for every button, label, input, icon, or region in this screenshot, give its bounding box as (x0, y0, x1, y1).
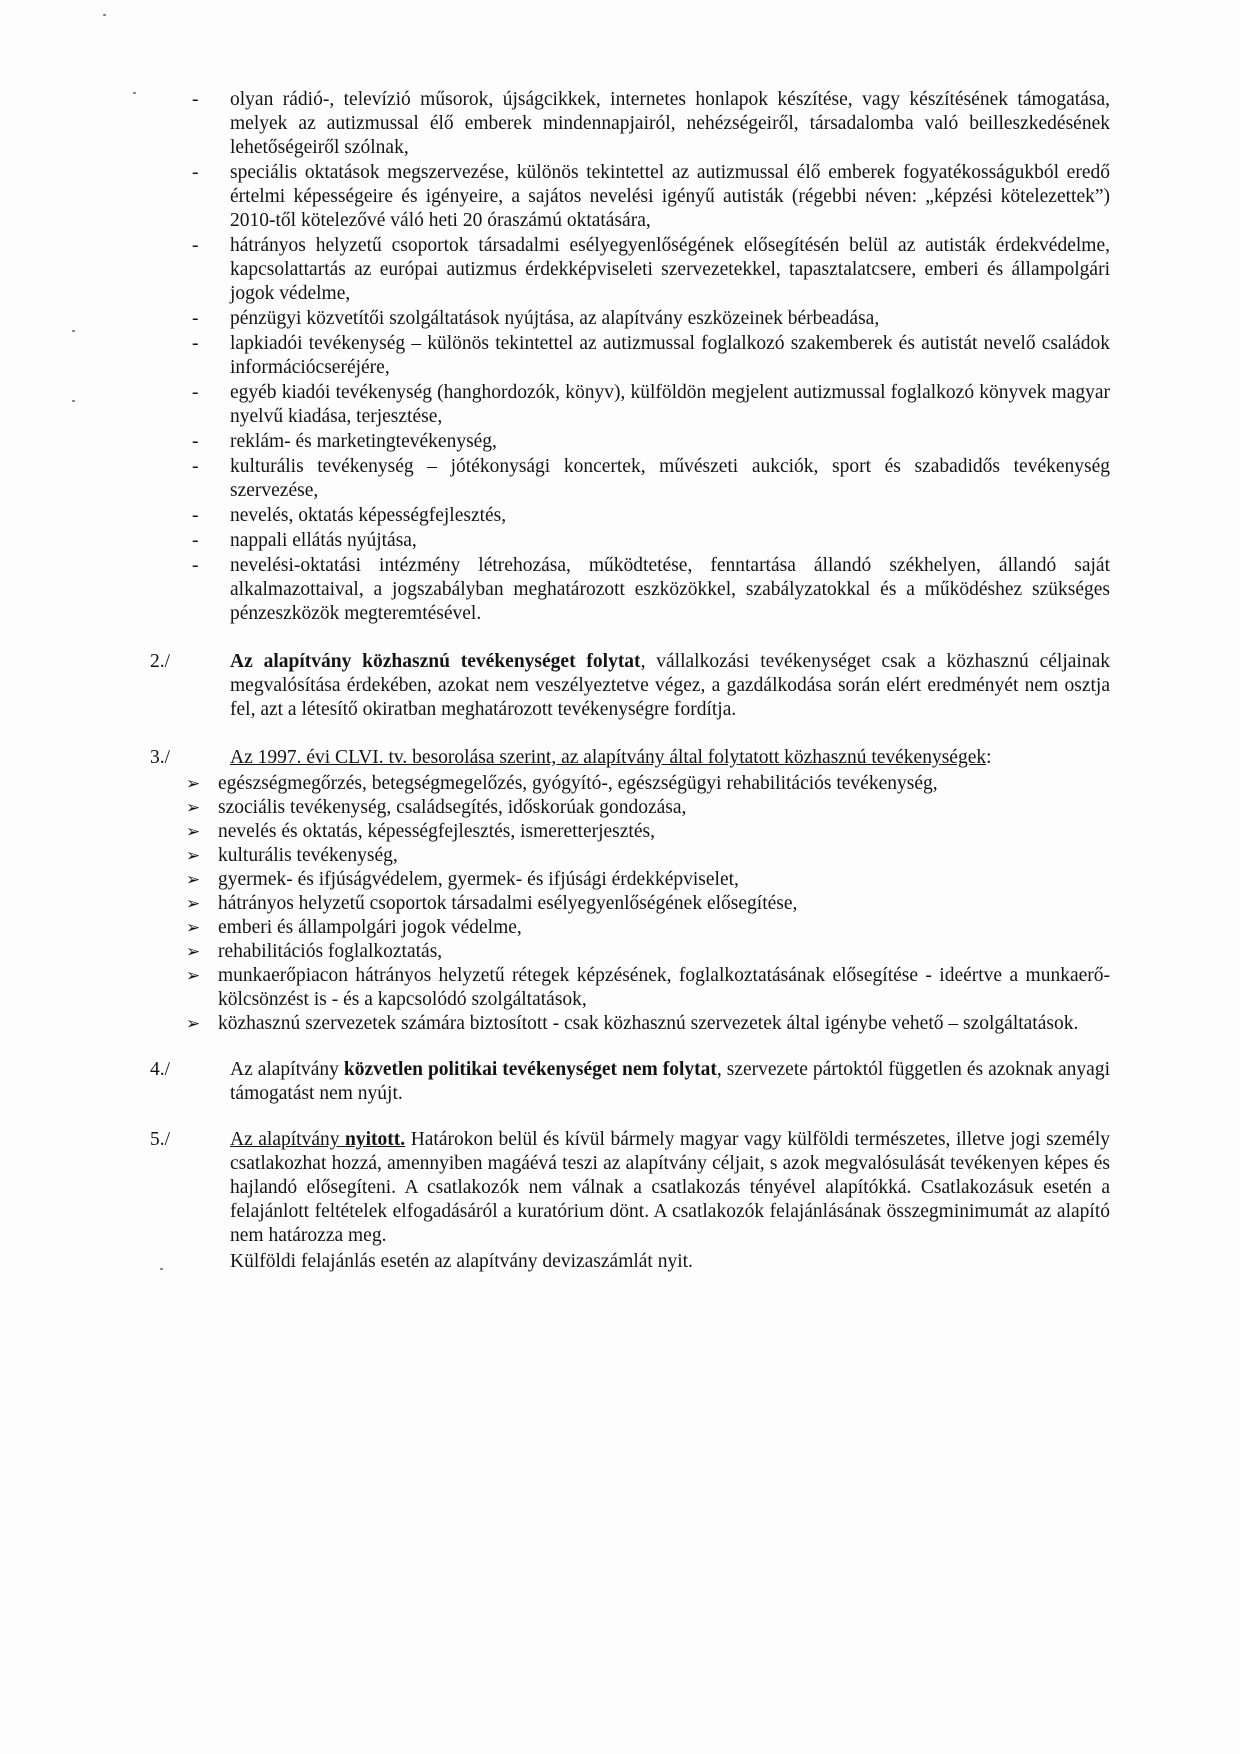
public-benefit-activity-list (150, 772, 1110, 1036)
scan-speck (72, 330, 75, 332)
list-item-text: gyermek- és ifjúságvédelem, gyermek- és ifjúsági érdekképviselet, (218, 869, 739, 890)
list-item-text: nevelés, oktatás képességfejlesztés, (230, 505, 507, 526)
scan-speck (72, 400, 75, 402)
list-item (150, 529, 1110, 553)
list-item (150, 844, 1110, 868)
scan-speck (103, 14, 106, 16)
list-item-text: egészségmegőrzés, betegségmegelőzés, gyógyító-, egészségügyi rehabilitációs tevékenység, (218, 773, 938, 794)
list-item (150, 916, 1110, 940)
arrow-bullet-icon: ➢ (186, 798, 201, 818)
arrow-bullet-icon: ➢ (186, 822, 201, 842)
section-5-closing: Külföldi felajánlás esetén az alapítvány devizaszámlát nyit. (230, 1251, 693, 1272)
arrow-bullet-icon: ➢ (186, 966, 201, 986)
section-5 (150, 1128, 1110, 1274)
section-number: 2./ (150, 651, 171, 672)
arrow-bullet-icon: ➢ (186, 894, 201, 914)
list-item-text: egyéb kiadói tevékenység (hanghordozók, könyv), külföldön megjelent autizmussal foglalkozó könyvek magyar nyelvű kiadása, terjesztése, (230, 382, 1110, 427)
list-item-text: munkaerőpiacon hátrányos helyzetű rétegek képzésének, foglalkoztatásának elősegítése - ideértve a munkaerő-kölcsönzést is - és a kapcsolódó szolgáltatások, (218, 965, 1110, 1010)
list-item-text: kulturális tevékenység, (218, 845, 398, 866)
list-item-text: speciális oktatások megszervezése, különös tekintettel az autizmussal élő emberek fogyatékosságukból eredő értelmi képességeire és igényeire, a sajátos nevelési igényű autisták (régebbi néven: „képzési kötelezettek”) 2010-től kötelezővé váló heti 20 óraszámú oktatására, (230, 162, 1110, 231)
arrow-bullet-icon: ➢ (186, 870, 201, 890)
list-item (150, 892, 1110, 916)
list-item-text: nappali ellátás nyújtása, (230, 530, 417, 551)
activity-dash-list (150, 88, 1110, 626)
list-item-text: nevelés és oktatás, képességfejlesztés, ismeretterjesztés, (218, 821, 655, 842)
dash-bullet: - (192, 333, 199, 354)
section-4-text: , szervezete pártoktól független és azoknak anyagi támogatást nem nyújt. (230, 1059, 1110, 1104)
list-item (150, 307, 1110, 331)
list-item (150, 455, 1110, 503)
dash-bullet: - (192, 530, 199, 551)
section-4-bold-statement: közvetlen politikai tevékenységet nem folytat (343, 1059, 717, 1080)
list-item (150, 504, 1110, 528)
section-number: 4./ (150, 1059, 171, 1080)
section-number: 5./ (150, 1129, 171, 1150)
dash-bullet: - (192, 235, 199, 256)
section-4-pre: Az alapítvány (230, 1059, 344, 1080)
list-item (150, 772, 1110, 796)
list-item-text: szociális tevékenység, családsegítés, időskorúak gondozása, (218, 797, 687, 818)
section-5-text: Határokon belül és kívül bármely magyar vagy külföldi természetes, illetve jogi személy csatlakozhat hozzá, amennyiben magáévá teszi az alapítvány céljait, s azok megvalósulását tevékenyen képes és hajlandó elősegíteni. A csatlakozók nem válnak a csatlakozás tényével alapítókká. Csatlakozásuk esetén a felajánlott feltételek elfogadásáról a kuratórium dönt. A csatlakozók felajánlásának összegminimumát az alapító nem határozza meg. (230, 1129, 1110, 1246)
document-body (150, 88, 1110, 1274)
section-2-text: , vállalkozási tevékenységet csak a közhasznú céljainak megvalósítása érdekében, azokat nem veszélyeztetve végez, a gazdálkodása során elért eredményét nem osztja fel, azt a létesítő okiratban meghatározott tevékenységre fordítja. (230, 651, 1110, 720)
section-number: 3./ (150, 747, 171, 768)
section-3-heading: Az 1997. évi CLVI. tv. besorolása szerint, az alapítvány által folytatott közhasznú tevékenységek (230, 747, 987, 768)
scan-speck (133, 92, 136, 94)
list-item (150, 820, 1110, 844)
list-item-text: rehabilitációs foglalkoztatás, (218, 941, 443, 962)
section-3 (150, 746, 1110, 770)
list-item (150, 554, 1110, 626)
list-item-text: olyan rádió-, televízió műsorok, újságcikkek, internetes honlapok készítése, vagy készítésének támogatása, melyek az autizmussal élő emberek mindennapjairól, nehézségeiről, társadalomba való beilleszkedésének lehetőségeiről szólnak, (230, 89, 1110, 158)
list-item (150, 1012, 1110, 1036)
list-item (150, 940, 1110, 964)
arrow-bullet-icon: ➢ (186, 846, 201, 866)
list-item-text: kulturális tevékenység – jótékonysági koncertek, művészeti aukciók, sport és szabadidős tevékenység szervezése, (230, 456, 1110, 501)
dash-bullet: - (192, 505, 199, 526)
section-3-heading-colon: : (986, 747, 992, 768)
list-item-text: pénzügyi közvetítői szolgáltatások nyújtása, az alapítvány eszközeinek bérbeadása, (230, 308, 880, 329)
dash-bullet: - (192, 456, 199, 477)
dash-bullet: - (192, 555, 199, 576)
dash-bullet: - (192, 308, 199, 329)
dash-bullet: - (192, 89, 199, 110)
list-item-text: reklám- és marketingtevékenység, (230, 431, 497, 452)
section-4 (150, 1058, 1110, 1106)
arrow-bullet-icon: ➢ (186, 1014, 201, 1034)
list-item (150, 332, 1110, 380)
list-item-text: hátrányos helyzetű csoportok társadalmi esélyegyenlőségének elősegítésén belül az autisták érdekvédelme, kapcsolattartás az európai autizmus érdekképviseleti szervezetekkel, tapasztalatcsere, emberi és állampolgári jogok védelme, (230, 235, 1110, 304)
dash-bullet: - (192, 382, 199, 403)
list-item-text: közhasznú szervezetek számára biztosított - csak közhasznú szervezetek által igénybe vehető – szolgáltatások. (218, 1013, 1079, 1034)
dash-bullet: - (192, 162, 199, 183)
section-2 (150, 650, 1110, 722)
list-item (150, 234, 1110, 306)
arrow-bullet-icon: ➢ (186, 918, 201, 938)
list-item (150, 964, 1110, 1012)
list-item-text: nevelési-oktatási intézmény létrehozása, működtetése, fenntartása állandó székhelyen, állandó saját alkalmazottaival, a jogszabályban meghatározott eszközökkel, szabályzatokkal és a működéshez szükséges pénzeszközök megteremtésével. (230, 555, 1110, 624)
list-item-text: hátrányos helyzetű csoportok társadalmi esélyegyenlőségének elősegítése, (218, 893, 798, 914)
list-item (150, 381, 1110, 429)
arrow-bullet-icon: ➢ (186, 942, 201, 962)
list-item (150, 796, 1110, 820)
list-item-text: lapkiadói tevékenység – különös tekintettel az autizmussal foglalkozó szakemberek és autistát nevelő családok információcseréjére, (230, 333, 1110, 378)
list-item-text: emberi és állampolgári jogok védelme, (218, 917, 522, 938)
list-item (150, 88, 1110, 160)
section-5-underlined-bold: nyitott. (345, 1129, 406, 1150)
section-2-bold-statement: Az alapítvány közhasznú tevékenységet folytat (230, 651, 641, 672)
arrow-bullet-icon: ➢ (186, 774, 201, 794)
list-item (150, 868, 1110, 892)
section-5-underlined: Az alapítvány (230, 1129, 346, 1150)
dash-bullet: - (192, 431, 199, 452)
list-item (150, 430, 1110, 454)
list-item (150, 161, 1110, 233)
